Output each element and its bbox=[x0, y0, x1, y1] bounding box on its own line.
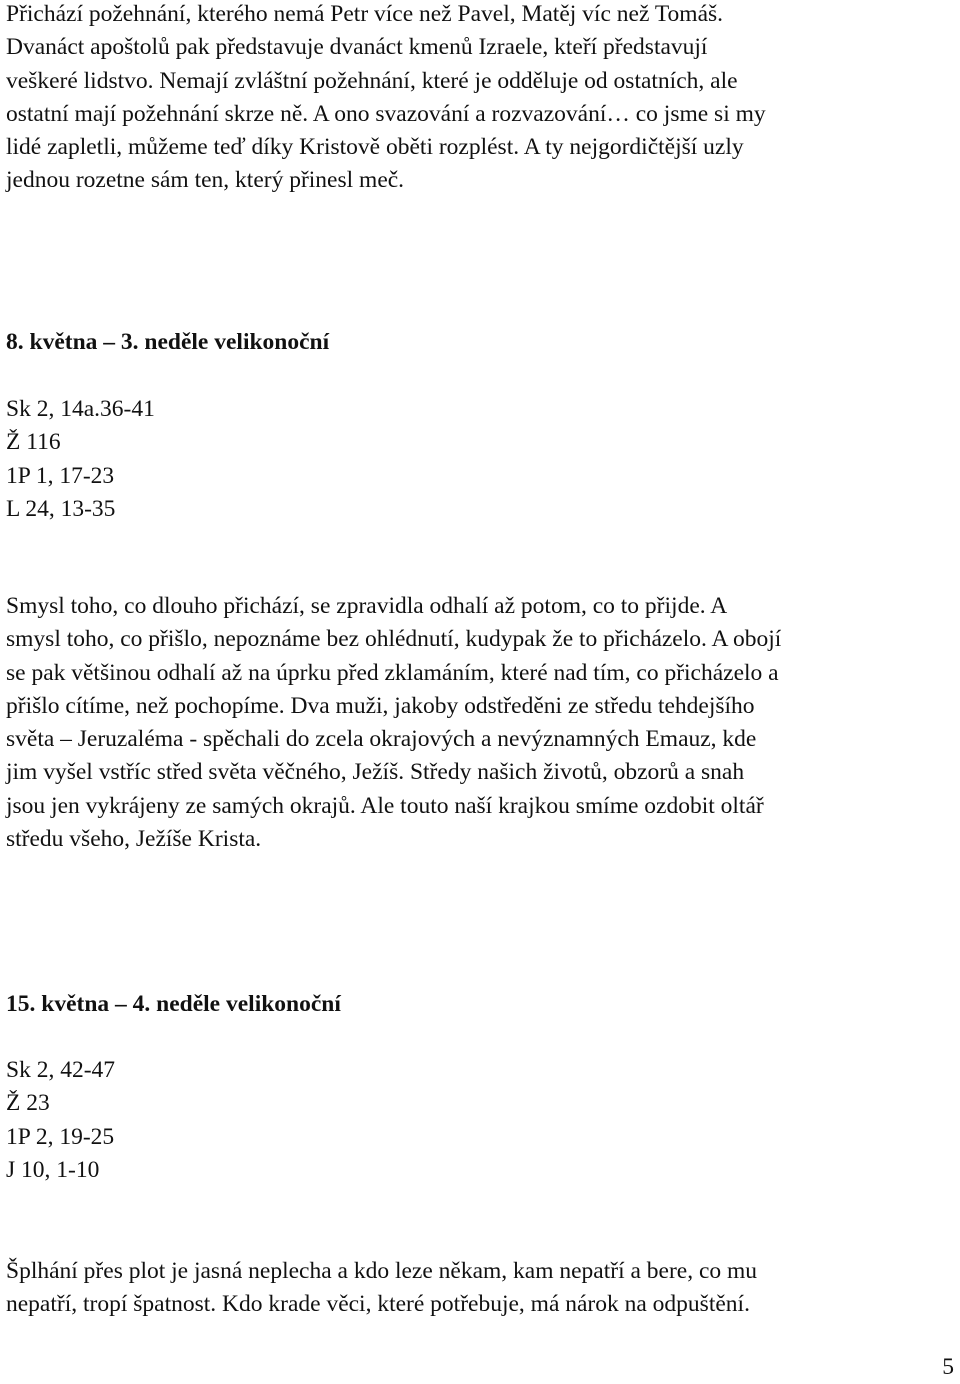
intro-paragraph: Přichází požehnání, kterého nemá Petr více než Pavel, Matěj víc než Tomáš. Dvanáct apoštolů pak představuje dvanáct kmenů Izraele, kteří představují veškeré lidstvo. Nemají zvláštní požehnání, které je odděluje od ostatních, ale ostatní mají požehnání skrze ně. A ono svazování a rozvazování… co jsme si my lidé zapletli, můžeme teď díky Kristově oběti rozplést. A ty nejgordičtější uzly jednou rozetne sám ten, který přinesl meč. bbox=[6, 1, 766, 194]
scripture-references-may-15 bbox=[6, 1054, 115, 1187]
section-heading-may-8: 8. května – 3. neděle velikonoční bbox=[6, 329, 330, 355]
reference-line: L 24, 13-35 bbox=[6, 495, 116, 522]
reference-line: Ž 116 bbox=[6, 429, 61, 456]
reference-line: Ž 23 bbox=[6, 1090, 50, 1117]
reference-line: J 10, 1-10 bbox=[6, 1156, 100, 1183]
page-number: 5 bbox=[942, 1354, 954, 1380]
section-heading-may-15: 15. května – 4. neděle velikonoční bbox=[6, 991, 341, 1017]
reference-line: 1P 2, 19-25 bbox=[6, 1123, 115, 1150]
reference-line: Sk 2, 14a.36-41 bbox=[6, 396, 155, 422]
reference-line: Sk 2, 42-47 bbox=[6, 1057, 116, 1083]
reference-line: 1P 1, 17-23 bbox=[6, 462, 115, 489]
scripture-references-may-8 bbox=[6, 393, 155, 526]
reflection-paragraph-may-15: Šplhání přes plot je jasná neplecha a kdo leze někam, kam nepatří a bere, co mu nepatří, tropí špatnost. Kdo krade věci, které potřebuje, má nárok na odpuštění. bbox=[6, 1258, 758, 1318]
reflection-paragraph-may-8: Smysl toho, co dlouho přichází, se zpravidla odhalí až potom, co to přijde. A smysl toho, co přišlo, nepoznáme bez ohlédnutí, kudypak že to přicházelo. A obojí se pak většinou odhalí až na úprku před zklamáním, které nad tím, co přicházelo a přišlo cítíme, než pochopíme. Dva muži, jakoby odstředěni ze středu tehdejšího světa – Jeruzaléma - spěchali do zcela okrajových a nevýznamných Emauz, kde jim vyšel vstříc střed světa věčného, Ježíš. Středy našich životů, obzorů a snah jsou jen vykrájeny ze samých okrajů. Ale touto naší krajkou smíme ozdobit oltář středu všeho, Ježíše Krista. bbox=[6, 593, 782, 853]
